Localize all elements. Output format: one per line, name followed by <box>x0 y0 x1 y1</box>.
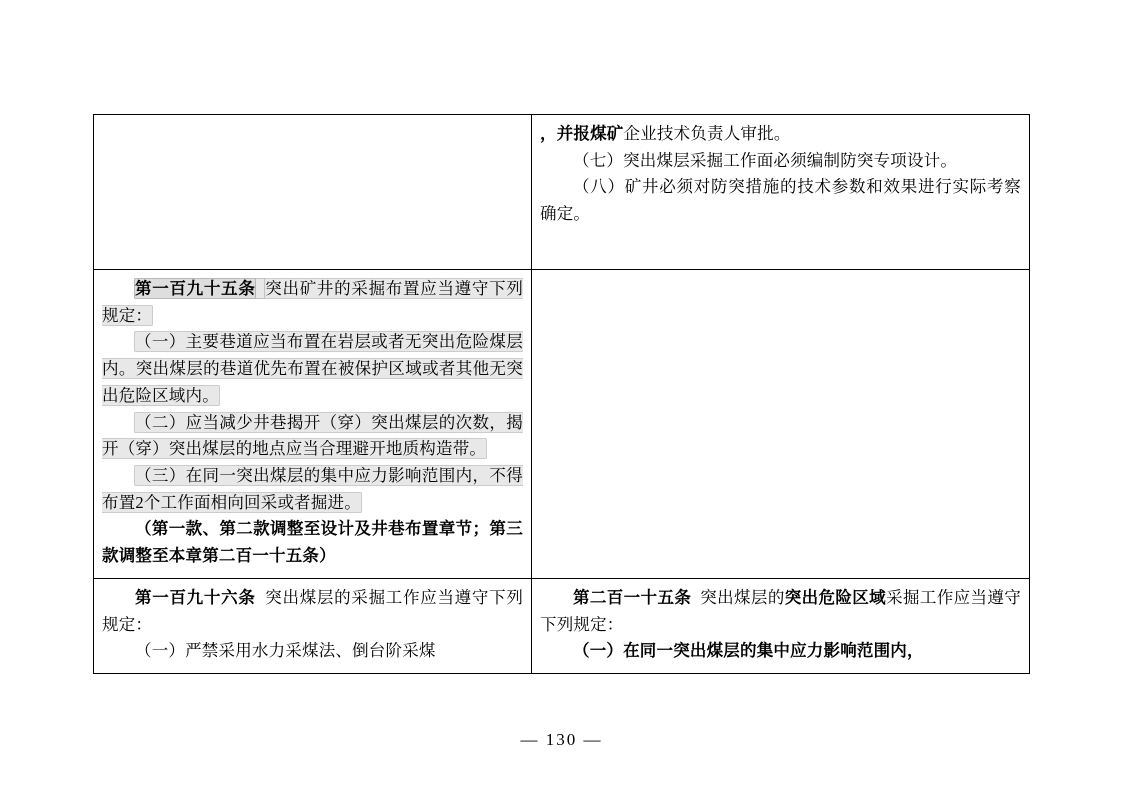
article-number: 第二百一十五条 <box>573 587 692 607</box>
paragraph-text: 突出矿井的采掘布置应当遵守下列规定： <box>102 279 524 325</box>
article-number: 第一百九十五条 <box>135 279 256 298</box>
paragraph: （八）矿井必须对防突措施的技术参数和效果进行实际考察确定。 <box>540 177 1021 224</box>
table-cell-left-empty <box>94 115 532 270</box>
regulation-comparison-table <box>93 114 1030 674</box>
paragraph-text-bold-lead: ，并报 <box>540 124 591 143</box>
table-cell-right <box>532 115 1030 270</box>
paragraph-item-1: （一）严禁采用水力采煤法、倒台阶采煤 <box>135 641 436 661</box>
paragraph-text: 突出煤层的突出危险区域采掘工作应当遵守下列规定： <box>540 587 1021 634</box>
table-cell-left <box>94 270 532 579</box>
paragraph-text: （三）在同一突出煤层的集中应力影响范围内，不得布置2个工作面相向回采或者掘进。 <box>102 466 523 512</box>
keyword-coal-mine: 煤矿 <box>590 124 624 143</box>
paragraph-article-215 <box>540 585 1021 638</box>
paragraph-item-1: （一）在同一突出煤层的集中应力影响范围内， <box>573 641 924 661</box>
page-number: — 130 — <box>520 730 603 749</box>
table-cell-right-empty <box>532 270 1030 579</box>
article-number: 第一百九十六条 <box>135 587 256 607</box>
paragraph-editorial-note: （第一款、第二款调整至设计及井巷布置章节；第三款调整至本章第二百一十五条） <box>102 519 523 566</box>
table-cell-right <box>532 578 1030 673</box>
keyword-outburst-risk-zone: 突出危险区域 <box>784 587 887 607</box>
table-row <box>94 578 1030 673</box>
paragraph-article-196 <box>102 585 523 638</box>
paragraph-item-1 <box>102 329 523 409</box>
table-row <box>94 115 1030 270</box>
paragraph-article-195 <box>102 276 523 329</box>
paragraph-text: （二）应当减少井巷揭开（穿）突出煤层的次数，揭开（穿）突出煤层的地点应当合理避开地质构造带。 <box>102 412 523 459</box>
paragraph-text: 企业技术负责人审批。 <box>623 124 791 143</box>
paragraph-item-3 <box>102 463 523 516</box>
paragraph <box>540 121 1021 148</box>
paragraph-text: （一）主要巷道应当布置在岩层或者无突出危险煤层内。突出煤层的巷道优先布置在被保护区域或者其他无突出危险区域内。 <box>102 332 523 405</box>
paragraph: （七）突出煤层采掘工作面必须编制防突专项设计。 <box>573 150 958 170</box>
paragraph-item-2 <box>102 410 523 463</box>
paragraph-text: 突出煤层的采掘工作应当遵守下列规定： <box>102 587 524 634</box>
table-row <box>94 270 1030 579</box>
table-cell-left <box>94 578 532 673</box>
